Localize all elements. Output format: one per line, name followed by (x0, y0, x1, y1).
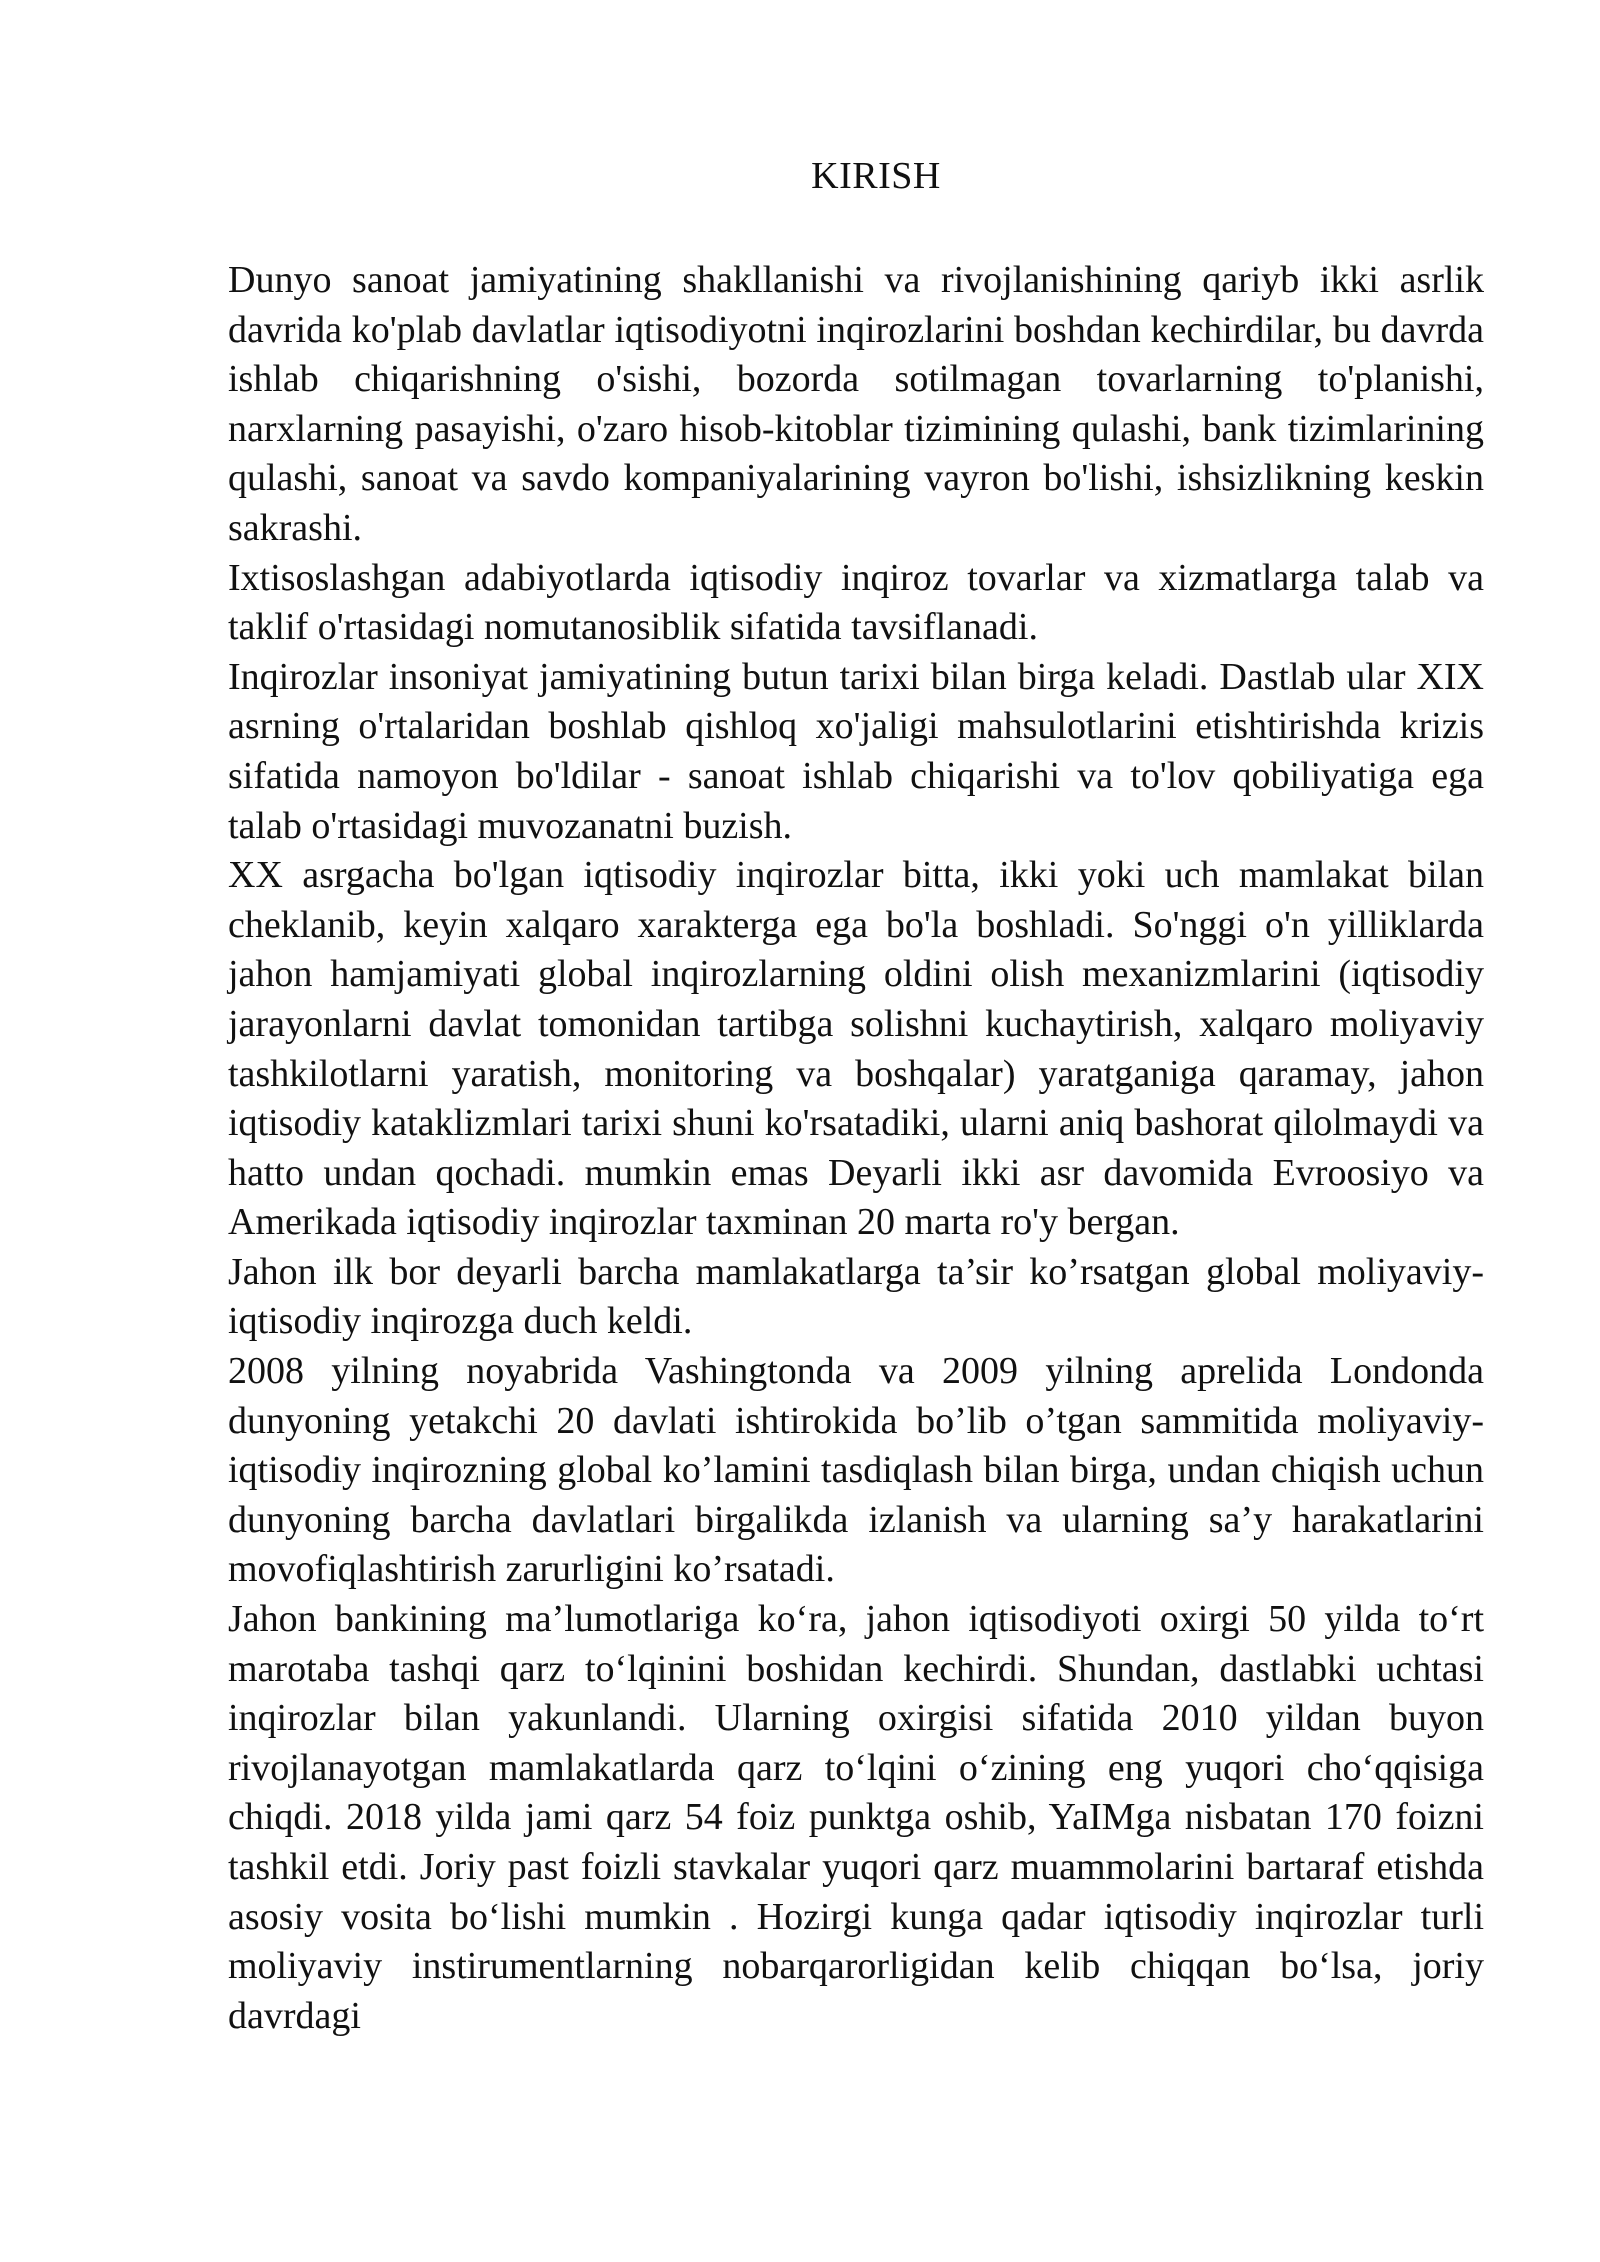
paragraph: Jahon bankining ma’lumotlariga ko‘ra, jahon iqtisodiyoti oxirgi 50 yilda to‘rt marotaba tashqi qarz to‘lqinini boshidan kechirdi. Shundan, dastlabki uchtasi inqirozlar bilan yakunlandi. Ularning oxirgisi sifatida 2010 yildan buyon rivojlanayotgan mamlakatlarda qarz to‘lqini o‘zining eng yuqori cho‘qqisiga chiqdi. 2018 yilda jami qarz 54 foiz punktga oshib, YaIMga nisbatan 170 foizni tashkil etdi. Joriy past foizli stavkalar yuqori qarz muammolarini bartaraf etishda asosiy vosita bo‘lishi mumkin . Hozirgi kunga qadar iqtisodiy inqirozlar turli moliyaviy instirumentlarning nobarqarorligidan kelib chiqqan bo‘lsa, joriy davrdagi (228, 1598, 1484, 2037)
paragraph: Inqirozlar insoniyat jamiyatining butun tarixi bilan birga keladi. Dastlab ular XIX asrning o'rtalaridan boshlab qishloq xo'jaligi mahsulotlarini etishtirishda krizis sifatida namoyon bo'ldilar - sanoat ishlab chiqarishi va to'lov qobiliyatiga ega talab o'rtasidagi muvozanatni buzish. (228, 655, 1484, 847)
document-page (228, 150, 1484, 2041)
paragraph: Jahon ilk bor deyarli barcha mamlakatlarga ta’sir ko’rsatgan global moliyaviy-iqtisodiy inqirozga duch keldi. (228, 1250, 1484, 1343)
paragraph: Dunyo sanoat jamiyatining shakllanishi va rivojlanishining qariyb ikki asrlik davrida ko'plab davlatlar iqtisodiyotni inqirozlarini boshdan kechirdilar, bu davrda ishlab chiqarishning o'sishi, bozorda sotilmagan tovarlarning to'planishi, narxlarning pasayishi, o'zaro hisob-kitoblar tizimining qulashi, bank tizimlarining qulashi, sanoat va savdo kompaniyalarining vayron bo'lishi, ishsizlikning keskin sakrashi. (228, 259, 1484, 549)
paragraph: 2008 yilning noyabrida Vashingtonda va 2009 yilning aprelida Londonda dunyoning yetakchi 20 davlati ishtirokida bo’lib o’tgan sammitida moliyaviy-iqtisodiy inqirozning global ko’lamini tasdiqlash bilan birga, undan chiqish uchun dunyoning barcha davlatlari birgalikda izlanish va ularning sa’y harakatlarini movofiqlashtirish zarurligini ko’rsatadi. (228, 1350, 1484, 1591)
paragraph: XX asrgacha bo'lgan iqtisodiy inqirozlar bitta, ikki yoki uch mamlakat bilan cheklanib, keyin xalqaro xarakterga ega bo'la boshladi. So'nggi o'n yilliklarda jahon hamjamiyati global inqirozlarning oldini olish mexanizmlarini (iqtisodiy jarayonlarni davlat tomonidan tartibga solishni kuchaytirish, xalqaro moliyaviy tashkilotlarni yaratish, monitoring va boshqalar) yaratganiga qaramay, jahon iqtisodiy kataklizmlari tarixi shuni ko'rsatadiki, ularni aniq bashorat qilolmaydi va hatto undan qochadi. mumkin emas Deyarli ikki asr davomida Evroosiyo va Amerikada iqtisodiy inqirozlar taxminan 20 marta ro'y bergan. (228, 854, 1484, 1244)
page-title: KIRISH (811, 155, 941, 197)
paragraph: Ixtisoslashgan adabiyotlarda iqtisodiy inqiroz tovarlar va xizmatlarga talab va taklif o'rtasidagi nomutanosiblik sifatida tavsiflanadi. (228, 556, 1484, 649)
